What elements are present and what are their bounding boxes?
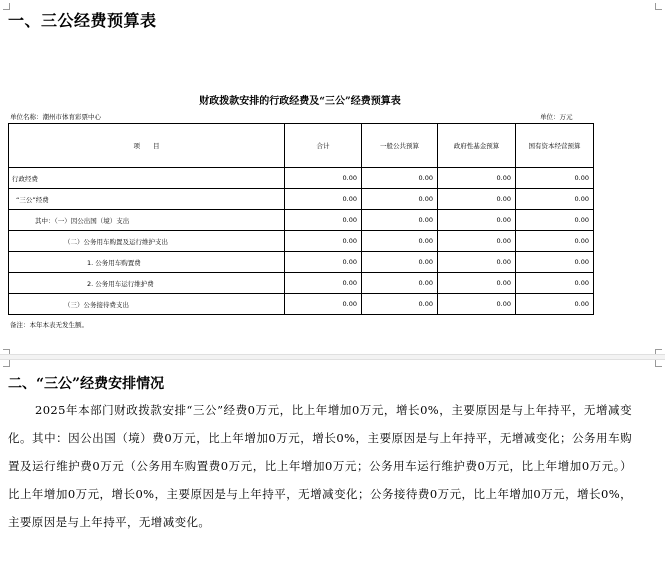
cell-general: 0.00 — [362, 294, 438, 315]
cell-total: 0.00 — [285, 210, 362, 231]
currency-unit-label: 单位：万元 — [540, 113, 573, 121]
header-item: 项 目 — [9, 124, 285, 168]
cell-state: 0.00 — [516, 231, 594, 252]
section-two-heading: 二、“三公”经费安排情况 — [8, 376, 165, 392]
table-row — [9, 231, 594, 252]
table-row — [9, 189, 594, 210]
cell-state: 0.00 — [516, 273, 594, 294]
row-label: 2. 公务用车运行维护费 — [9, 273, 285, 294]
header-state-capital-budget: 国有资本经营预算 — [516, 124, 594, 168]
cell-total: 0.00 — [285, 273, 362, 294]
cell-general: 0.00 — [362, 168, 438, 189]
row-label: 1. 公务用车购置费 — [9, 252, 285, 273]
cell-general: 0.00 — [362, 273, 438, 294]
table-row — [9, 273, 594, 294]
cell-total: 0.00 — [285, 231, 362, 252]
cell-general: 0.00 — [362, 189, 438, 210]
table-row — [9, 294, 594, 315]
cell-general: 0.00 — [362, 231, 438, 252]
cell-fund: 0.00 — [438, 294, 516, 315]
row-label: （三）公务接待费支出 — [9, 294, 285, 315]
page-corner-mark — [3, 360, 10, 367]
section-two-paragraph: 2025年本部门财政拨款安排“三公”经费0万元，比上年增加0万元，增长0%，主要原因是与上年持平，无增减变化。其中：因公出国（境）费0万元，比上年增加0万元，增长0%，主要原因是与上年持平，无增减变化；公务用车购置及运行维护费0万元（公务用车购置费0万元，比上年增加0万元；公务用车运行维护费0万元，比上年增加0万元。）比上年增加0万元，增长0%，主要原因是与上年持平，无增减变化；公务接待费0万元，比上年增加0万元，增长0%，主要原因是与上年持平，无增减变化。 — [8, 403, 632, 529]
header-total: 合计 — [285, 124, 362, 168]
table-title: 财政拨款安排的行政经费及“三公”经费预算表 — [199, 96, 401, 107]
row-label: “三公”经费 — [9, 189, 285, 210]
cell-fund: 0.00 — [438, 210, 516, 231]
table-header-row — [9, 124, 594, 168]
header-fund-budget: 政府性基金预算 — [438, 124, 516, 168]
cell-state: 0.00 — [516, 294, 594, 315]
cell-state: 0.00 — [516, 189, 594, 210]
cell-fund: 0.00 — [438, 252, 516, 273]
cell-total: 0.00 — [285, 294, 362, 315]
row-label: 其中：（一）因公出国（境）支出 — [9, 210, 285, 231]
cell-fund: 0.00 — [438, 231, 516, 252]
cell-state: 0.00 — [516, 210, 594, 231]
cell-state: 0.00 — [516, 168, 594, 189]
table-row — [9, 252, 594, 273]
page-break-separator — [0, 354, 665, 360]
cell-fund: 0.00 — [438, 168, 516, 189]
header-general-budget: 一般公共预算 — [362, 124, 438, 168]
page-corner-mark — [655, 360, 662, 367]
cell-total: 0.00 — [285, 189, 362, 210]
section-one-heading: 一、三公经费预算表 — [8, 11, 157, 30]
cell-state: 0.00 — [516, 252, 594, 273]
row-label: 行政经费 — [9, 168, 285, 189]
cell-fund: 0.00 — [438, 189, 516, 210]
cell-fund: 0.00 — [438, 273, 516, 294]
unit-name-label: 单位名称：潮州市体育彩票中心 — [10, 113, 101, 121]
budget-table — [8, 123, 594, 315]
row-label: （二）公务用车购置及运行维护支出 — [9, 231, 285, 252]
table-row — [9, 210, 594, 231]
cell-general: 0.00 — [362, 252, 438, 273]
table-note: 备注：本年本表无发生额。 — [10, 321, 88, 329]
page-corner-mark — [655, 3, 662, 10]
table-row — [9, 168, 594, 189]
cell-total: 0.00 — [285, 168, 362, 189]
cell-total: 0.00 — [285, 252, 362, 273]
cell-general: 0.00 — [362, 210, 438, 231]
